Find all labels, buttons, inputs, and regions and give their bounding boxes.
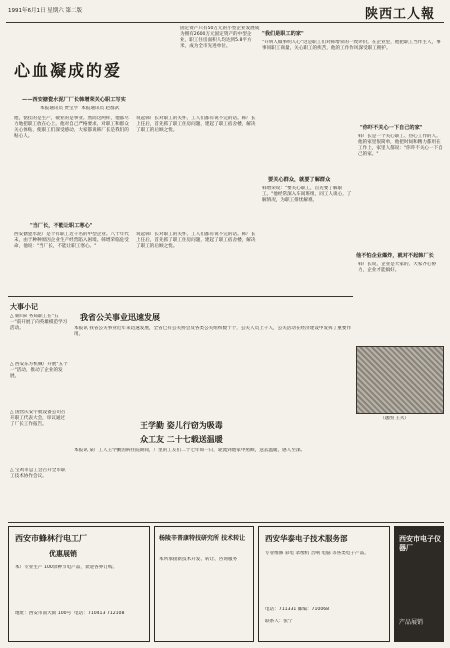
photo-credit: （题图 王夫） (380, 416, 410, 421)
mid-body: 韩增荣说："要关心职工，首先要了解职工。"他经常深入车间班组，同工人谈心，了解情况，为职工排忧解难。 (262, 186, 352, 203)
ad-bottom-center (154, 526, 254, 642)
left-column-head: 大事小记 (10, 303, 38, 311)
lead-head-2: "当厂长，不能让职工寒心" (30, 223, 93, 229)
right-top-body: 固定资产只有50万元的小型企业发展成为拥有2600万元固定资产的中型企业，职工住房面积人均达到5.8平方米，成为全市先进单位。 (180, 26, 260, 49)
right-top-head: "我们是职工的家" (262, 31, 304, 37)
left-item-4: △ 宝鸡市总工会召开全市职工技术协作会议。 (10, 468, 66, 479)
ad-bottom-right-title: 西安华泰电子技术服务部 (265, 534, 348, 543)
ad-far-right-sub: 产品展销 (399, 619, 424, 626)
ads-rule (8, 522, 444, 523)
ad-bottom-left-title: 西安市蜂林行电工厂 (15, 534, 87, 543)
lead-body-3b: 说起韩厂长对职工的关怀，工人们都有说不完的话。韩厂长上任后，首先抓了职工住房问题，建起了职工宿舍楼，解决了职工的后顾之忧。 (136, 232, 256, 249)
left-item-3: △ 国营庆安宇航设备公司召开职工代表大会，审议通过了厂长工作报告。 (10, 410, 66, 427)
right-col-head-2: 他不怕企业爆炸，就对不起韩厂长 (356, 253, 434, 259)
lead-body-2: 说起韩厂长对职工的关怀，工人们都有说不完的话。韩厂长上任后，首先抓了职工住房问题，建起了职工宿舍楼，解决了职工的后顾之忧。 (136, 116, 256, 133)
right-col-body: 韩厂长是一个关心职工、热心工作的人。他的家里很简单，他把时间和精力都用在工作上，家里人都说："你吓不关心一下自己的家。" (358, 134, 443, 157)
right-top-body-2: "开明人做事明人心"这是职工们对韩增荣的一致评价。在企业里，他把职工当作主人，事事同职工商量，关心职工的疾苦，他的工作作风深受职工拥护。 (262, 40, 441, 51)
ad-bottom-right-phone: 电话：711331 邮编：710068 (265, 607, 330, 612)
ad-bottom-center-title: 杨陵辛普康特技研究所 技术转让 (159, 535, 246, 542)
section-rule (8, 296, 353, 297)
ad-bottom-right-body: 专业维修 彩电 录像机 音响 电脑 等各类电子产品。 (265, 551, 369, 556)
lower-story-head-2: 众工友 二十七载送温暖 (140, 435, 223, 444)
ad-bottom-right (258, 526, 390, 642)
ad-bottom-left-sub: 优惠展销 (49, 550, 77, 558)
right-col-body-2: 韩厂长说，企业是大家的，大家齐心协力，企业才能搞好。 (358, 262, 437, 273)
lower-story-head: 王学勤 姿儿行窃为吸毒 (140, 421, 223, 430)
paper-name: 陕西工人報 (365, 7, 436, 22)
lead-body-3: 西安搪瓷水泥厂是个有职工近千名的中型企业。八十年代末，由于种种原因企业生产经营陷入困境。韩增荣临危受命，他说："当厂长，不能让职工寒心。" (14, 232, 129, 249)
ad-bottom-center-body: 本所承接新技术开发、转让、咨询服务 (159, 557, 238, 562)
right-col-head: "你吓不关心一下自己的家" (360, 125, 423, 131)
mid-banner-head: 我省公关事业迅速发展 (80, 313, 160, 322)
lead-byline: 本报通讯员 贾宝亨 本报通讯员 赵群武 (40, 106, 120, 111)
ad-bottom-left-body: 本厂专业生产 100余种节电产品，欢迎各界订购。 (15, 565, 118, 570)
ad-bottom-left (8, 526, 150, 642)
lower-story-body: 本报讯 某厂工人王学勤因病住院期间，厂里的工友们二十七年如一日，轮流到他家中照顾，送去温暖，感人至深。 (74, 448, 306, 453)
mid-banner-body: 本报讯 我省公关事业近年来迅速发展，全省已有公关协会及各类公关组织数十个，公关人员上千人，公关活动在经济建设中发挥了重要作用。 (74, 326, 352, 337)
ad-far-right (394, 526, 444, 642)
lead-body-1: 他，惦挂的是生产，敬业的是事业。然而这两样，他都尽力地把职工放在心上。他对自己严格要求，对职工和群众关心体贴，使职工们深受感动，大家都说韩厂长是我们的贴心人。 (14, 116, 129, 139)
ad-far-right-title: 西安市电子仪器厂 (399, 535, 441, 552)
lead-subtitle: ——西安搪瓷水泥厂厂长韩增荣关心职工写实 (22, 97, 126, 103)
lead-title: 心血凝成的爱 (14, 61, 123, 80)
ad-bottom-right-contact: 联系人：张宁 (265, 619, 293, 624)
date-line: 1991年6月1日 星期六 第二版 (8, 8, 82, 14)
ad-bottom-left-address: 地址：西安市南大街 100号 电话：710413 712108 (15, 611, 125, 616)
left-item-1: △ 铜川矿务局职工在"五一"前开展了向英雄模范学习活动。 (10, 314, 68, 331)
left-item-2: △ 西安东方机械厂开展"五个一"活动，推动了企业的发展。 (10, 362, 68, 379)
mid-head: 要关心群众，就要了解群众 (268, 177, 331, 183)
photo-right (356, 346, 444, 414)
masthead-rule (6, 22, 444, 23)
